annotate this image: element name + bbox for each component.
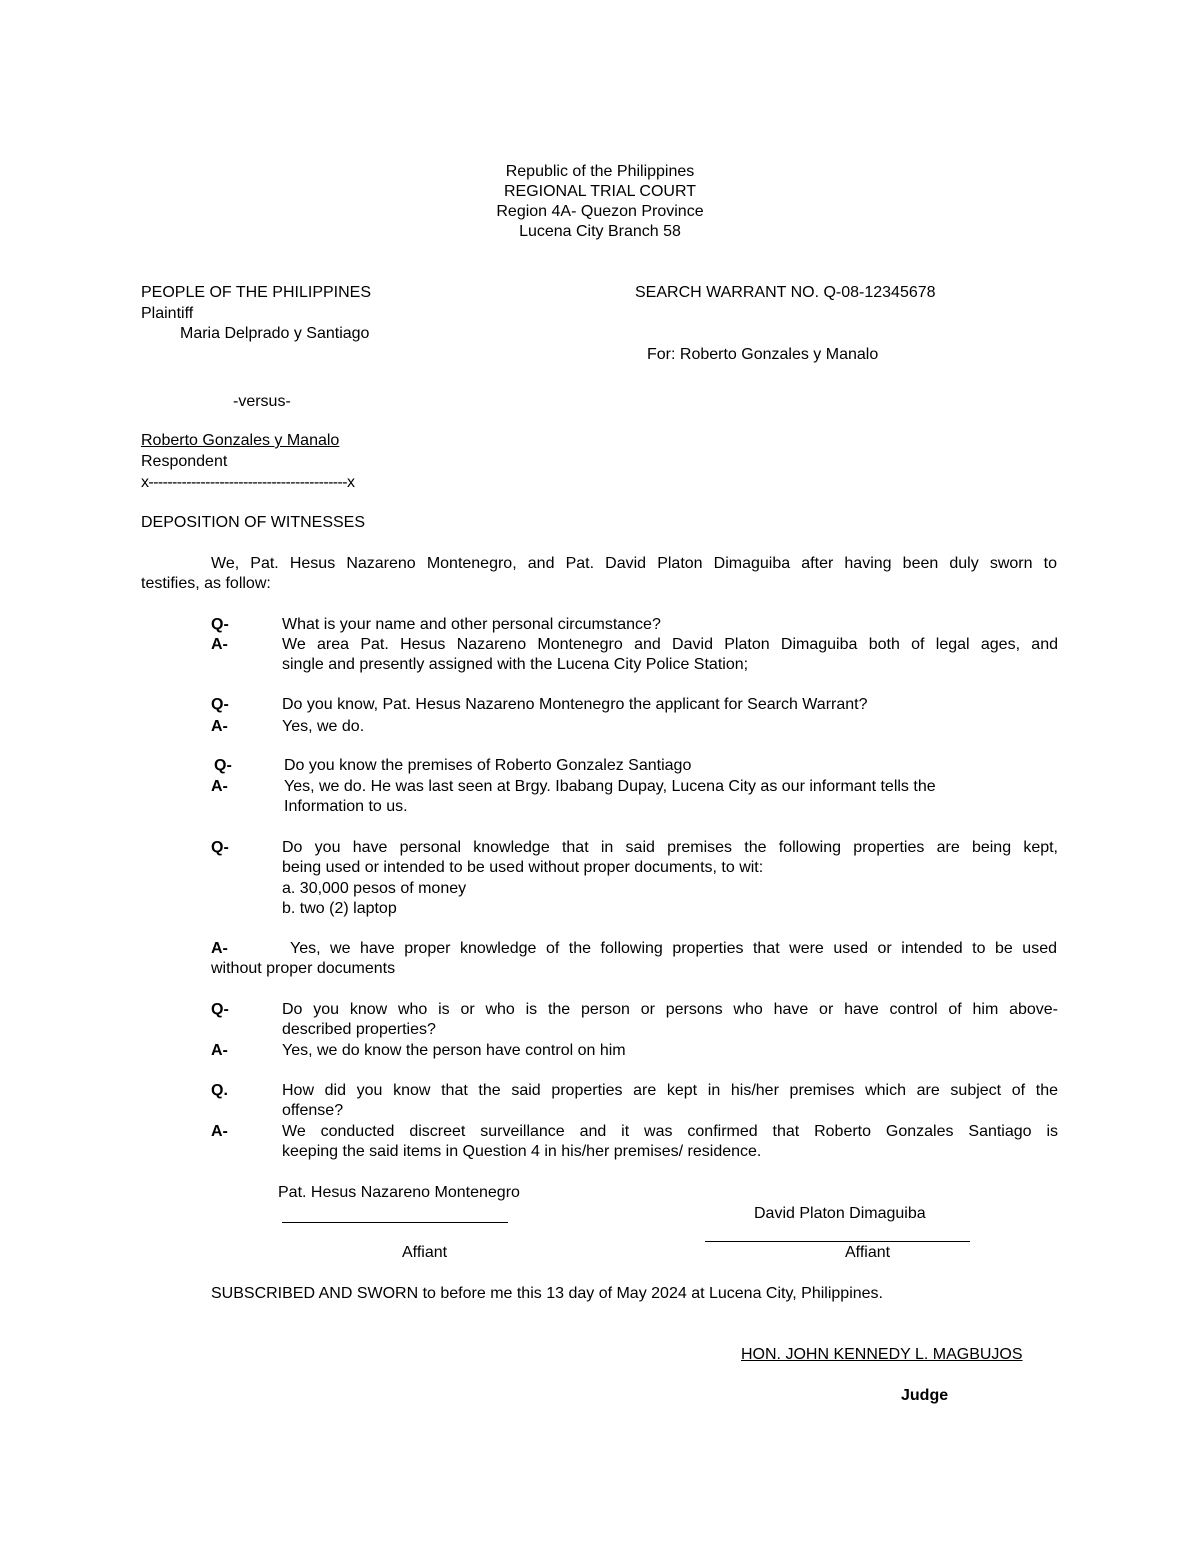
affiant1-signature-line: [282, 1222, 508, 1223]
a4-line-1: Yes, we have proper knowledge of the following properties that were used or intended to be used: [290, 940, 1057, 957]
q1-label: Q-: [211, 616, 229, 633]
affiant1-name: Pat. Hesus Nazareno Montenegro: [278, 1184, 520, 1201]
q4-item-b: b. two (2) laptop: [282, 900, 397, 917]
a4-label: A-: [211, 940, 228, 957]
header-branch: Lucena City Branch 58: [519, 223, 681, 240]
judge-name: HON. JOHN KENNEDY L. MAGBUJOS: [741, 1346, 1023, 1363]
q6-label: Q.: [211, 1082, 228, 1099]
q2-text: Do you know, Pat. Hesus Nazareno Montenegro the applicant for Search Warrant?: [282, 696, 868, 713]
a6-line-2: keeping the said items in Question 4 in his/her premises/ residence.: [282, 1143, 762, 1160]
q3-label: Q-: [214, 757, 232, 774]
plaintiff-name: PEOPLE OF THE PHILIPPINES: [141, 284, 371, 301]
q1-text: What is your name and other personal circumstance?: [282, 616, 661, 633]
affiant2-signature-line: [705, 1241, 970, 1242]
plaintiff-label: Plaintiff: [141, 305, 194, 322]
q4-line-2: being used or intended to be used without proper documents, to wit:: [282, 859, 764, 876]
a3-label: A-: [211, 778, 228, 795]
document-title: DEPOSITION OF WITNESSES: [141, 514, 366, 531]
respondent-name: Roberto Gonzales y Manalo: [141, 432, 340, 449]
caption-separator: x------------------------------------------x: [141, 474, 355, 491]
jurat-text: SUBSCRIBED AND SWORN to before me this 13 day of May 2024 at Lucena City, Philippines.: [211, 1285, 883, 1302]
a2-label: A-: [211, 718, 228, 735]
a3-line-2: Information to us.: [284, 798, 408, 815]
warrant-number: SEARCH WARRANT NO. Q-08-12345678: [635, 284, 936, 301]
affiant2-label: Affiant: [845, 1244, 891, 1261]
a5-label: A-: [211, 1042, 228, 1059]
a1-label: A-: [211, 636, 228, 653]
intro-line-2: testifies, as follow:: [141, 575, 271, 592]
a1-line-2: single and presently assigned with the Lucena City Police Station;: [282, 656, 749, 673]
versus-label: -versus-: [233, 393, 291, 410]
q6-line-1: How did you know that the said properties are kept in his/her premises which are subject of the: [282, 1082, 1058, 1099]
q3-text: Do you know the premises of Roberto Gonzalez Santiago: [284, 757, 692, 774]
a3-line-1: Yes, we do. He was last seen at Brgy. Ibabang Dupay, Lucena City as our informant tells the: [284, 778, 936, 795]
a6-line-1: We conducted discreet surveillance and it was confirmed that Roberto Gonzales Santiago is: [282, 1123, 1058, 1140]
complainant-name: Maria Delprado y Santiago: [180, 325, 370, 342]
header-republic: Republic of the Philippines: [505, 163, 695, 180]
a5-text: Yes, we do know the person have control on him: [282, 1042, 626, 1059]
respondent-label: Respondent: [141, 453, 228, 470]
q4-item-a: a. 30,000 pesos of money: [282, 880, 467, 897]
judge-title: Judge: [901, 1387, 949, 1404]
a4-line-2: without proper documents: [211, 960, 396, 977]
q5-label: Q-: [211, 1001, 229, 1018]
intro-line-1: We, Pat. Hesus Nazareno Montenegro, and Pat. David Platon Dimaguiba after having been duly sworn to: [211, 555, 1057, 572]
header-court: REGIONAL TRIAL COURT: [503, 183, 697, 200]
q2-label: Q-: [211, 696, 229, 713]
a2-text: Yes, we do.: [282, 718, 365, 735]
warrant-for: For: Roberto Gonzales y Manalo: [647, 346, 879, 363]
affiant1-label: Affiant: [402, 1244, 448, 1261]
header-region: Region 4A- Quezon Province: [496, 203, 704, 220]
a6-label: A-: [211, 1123, 228, 1140]
affiant2-name: David Platon Dimaguiba: [754, 1205, 926, 1222]
q4-label: Q-: [211, 839, 229, 856]
q6-line-2: offense?: [282, 1102, 344, 1119]
q4-line-1: Do you have personal knowledge that in said premises the following properties are being kept,: [282, 839, 1058, 856]
q5-line-2: described properties?: [282, 1021, 436, 1038]
a1-line-1: We area Pat. Hesus Nazareno Montenegro and David Platon Dimaguiba both of legal ages, and: [282, 636, 1058, 653]
q5-line-1: Do you know who is or who is the person or persons who have or have control of him above-: [282, 1001, 1058, 1018]
